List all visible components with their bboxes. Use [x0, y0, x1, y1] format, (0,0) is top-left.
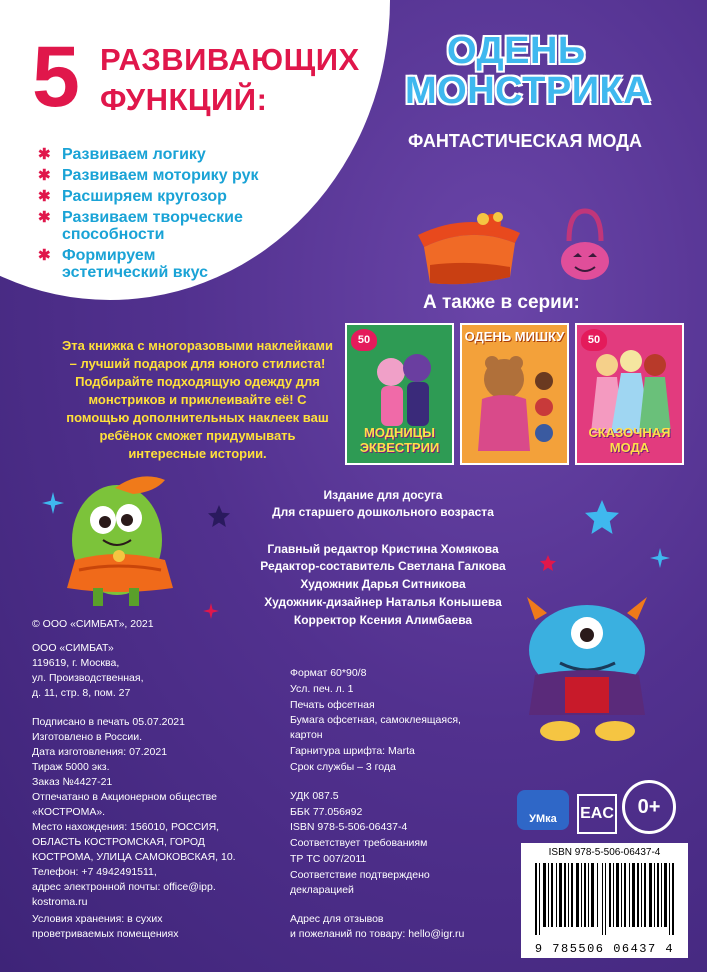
- credit-artist: Художник Дарья Ситникова: [300, 577, 466, 591]
- pony-girls-illustration: [359, 350, 444, 435]
- heart-badge: 50: [581, 329, 607, 351]
- class-line: Соответствует требованиям: [290, 837, 428, 849]
- class-line: декларацией: [290, 884, 354, 896]
- function-item: ✱ Развиваем логику: [38, 146, 206, 163]
- feedback-line: и пожеланий по товару: hello@igr.ru: [290, 928, 465, 940]
- credit-compiler: Редактор-составитель Светлана Галкова: [260, 559, 506, 573]
- star-bullet-icon: ✱: [38, 167, 51, 184]
- princesses-illustration: [585, 345, 677, 435]
- bear-illustration: [472, 351, 562, 456]
- star-bullet-icon: ✱: [38, 247, 51, 264]
- credit-age-group: Для старшего дошкольного возраста: [272, 505, 494, 519]
- star-icon: [585, 500, 619, 534]
- functions-title-line2: ФУНКЦИЙ:: [100, 82, 268, 117]
- format-line: Формат 60*90/8: [290, 667, 367, 679]
- functions-list: [38, 146, 322, 285]
- publisher-line: ООО «СИМБАТ»: [32, 642, 114, 654]
- print-line: ОБЛАСТЬ КОСТРОМСКАЯ, ГОРОД: [32, 836, 205, 848]
- print-line: Изготовлено в России.: [32, 731, 142, 743]
- print-line: Отпечатано в Акционерном обществе: [32, 791, 217, 803]
- print-line: Заказ №4427-21: [32, 776, 113, 788]
- series-book: [460, 323, 569, 465]
- print-line: Тираж 5000 экз.: [32, 761, 110, 773]
- star-bullet-icon: ✱: [38, 146, 51, 163]
- print-line: адрес электронной почты: office@ipp.: [32, 881, 216, 893]
- star-icon: [650, 548, 670, 568]
- series-book-title: СКАЗОЧНАЯ МОДА: [588, 425, 671, 455]
- print-line: «КОСТРОМА».: [32, 806, 106, 818]
- function-item: ✱ Развиваем моторику рук: [38, 167, 259, 184]
- series-book: [345, 323, 454, 465]
- star-bullet-icon: ✱: [38, 209, 51, 226]
- heart-badge: 50: [351, 329, 377, 351]
- function-item: ✱ Формируем эстетический вкус: [38, 247, 208, 281]
- print-line: Место нахождения: 156010, РОССИЯ,: [32, 821, 220, 833]
- print-line: КОСТРОМА, УЛИЦА САМОКОВСКАЯ, 10.: [32, 851, 236, 863]
- series-book: [575, 323, 684, 465]
- pumpkin-bag-illustration: [557, 207, 613, 283]
- format-line: Гарнитура шрифта: Marta: [290, 745, 415, 757]
- function-item: ✱ Развиваем творческие способности: [38, 209, 243, 243]
- publisher-line: ул. Производственная,: [32, 672, 144, 684]
- class-line: ISBN 978-5-506-06437-4: [290, 821, 408, 833]
- umka-logo: УМка: [517, 790, 569, 830]
- publisher-line: д. 11, стр. 8, пом. 27: [32, 687, 131, 699]
- format-line: Срок службы – 3 года: [290, 761, 396, 773]
- barcode: [521, 843, 688, 958]
- function-item: ✱ Расширяем кругозор: [38, 188, 227, 205]
- blue-monster-illustration: [505, 595, 670, 745]
- copyright: © ООО «СИМБАТ», 2021: [32, 618, 154, 630]
- print-line: Условия хранения: в сухих: [32, 913, 163, 925]
- format-line: картон: [290, 729, 323, 741]
- book-subtitle: ФАНТАСТИЧЕСКАЯ МОДА: [408, 131, 642, 151]
- series-book-title: ОДЕНЬ МИШКУ: [464, 329, 565, 344]
- credit-proofreader: Корректор Ксения Алимбаева: [293, 613, 473, 627]
- functions-title-line1: РАЗВИВАЮЩИХ: [100, 42, 360, 77]
- skirt-illustration: [410, 205, 525, 290]
- credit-designer: Художник-дизайнер Наталья Конышева: [264, 595, 502, 609]
- barcode-bars: [533, 863, 676, 935]
- print-line: проветриваемых помещениях: [32, 928, 179, 940]
- green-monster-illustration: [55, 470, 195, 615]
- star-icon: [203, 603, 219, 619]
- age-rating: 0+: [622, 780, 676, 834]
- series-book-title: МОДНИЦЫ ЭКВЕСТРИИ: [359, 425, 440, 455]
- feedback-line: Адрес для отзывов: [290, 913, 384, 925]
- publisher-line: 119619, г. Москва,: [32, 657, 120, 669]
- print-line: Дата изготовления: 07.2021: [32, 746, 168, 758]
- class-line: Соответствие подтверждено: [290, 869, 430, 881]
- print-line: Подписано в печать 05.07.2021: [32, 716, 185, 728]
- eac-mark: EAC: [577, 794, 617, 834]
- book-description: Эта книжка с многоразовыми наклейками – лучший подарок для юного стилиста! Подбирайте подходящую одежду для монстриков и приклеивайте её! С помощью дополнительных наклеек ваш ребёнок сможет придумывать интересные истории.: [62, 338, 333, 461]
- format-line: Усл. печ. л. 1: [290, 683, 354, 695]
- book-title-line2: МОНСТРИКА: [405, 70, 652, 112]
- book-title-line1: ОДЕНЬ: [447, 30, 586, 72]
- series-label: А также в серии:: [423, 292, 580, 313]
- format-line: Бумага офсетная, самоклеящаяся,: [290, 714, 461, 726]
- barcode-isbn: ISBN 978-5-506-06437-4: [548, 847, 661, 858]
- class-line: ББК 77.056я92: [290, 806, 363, 818]
- functions-number: 5: [32, 29, 80, 125]
- credit-leisure: Издание для досуга: [323, 488, 443, 502]
- class-line: ТР ТС 007/2011: [290, 853, 367, 865]
- star-bullet-icon: ✱: [38, 188, 51, 205]
- credit-chief-editor: Главный редактор Кристина Хомякова: [267, 542, 499, 556]
- class-line: УДК 087.5: [290, 790, 339, 802]
- print-line: kostroma.ru: [32, 896, 88, 908]
- format-line: Печать офсетная: [290, 699, 375, 711]
- print-line: Телефон: +7 4942491511,: [32, 866, 157, 878]
- barcode-digits: 9 785506 06437 4: [534, 942, 675, 956]
